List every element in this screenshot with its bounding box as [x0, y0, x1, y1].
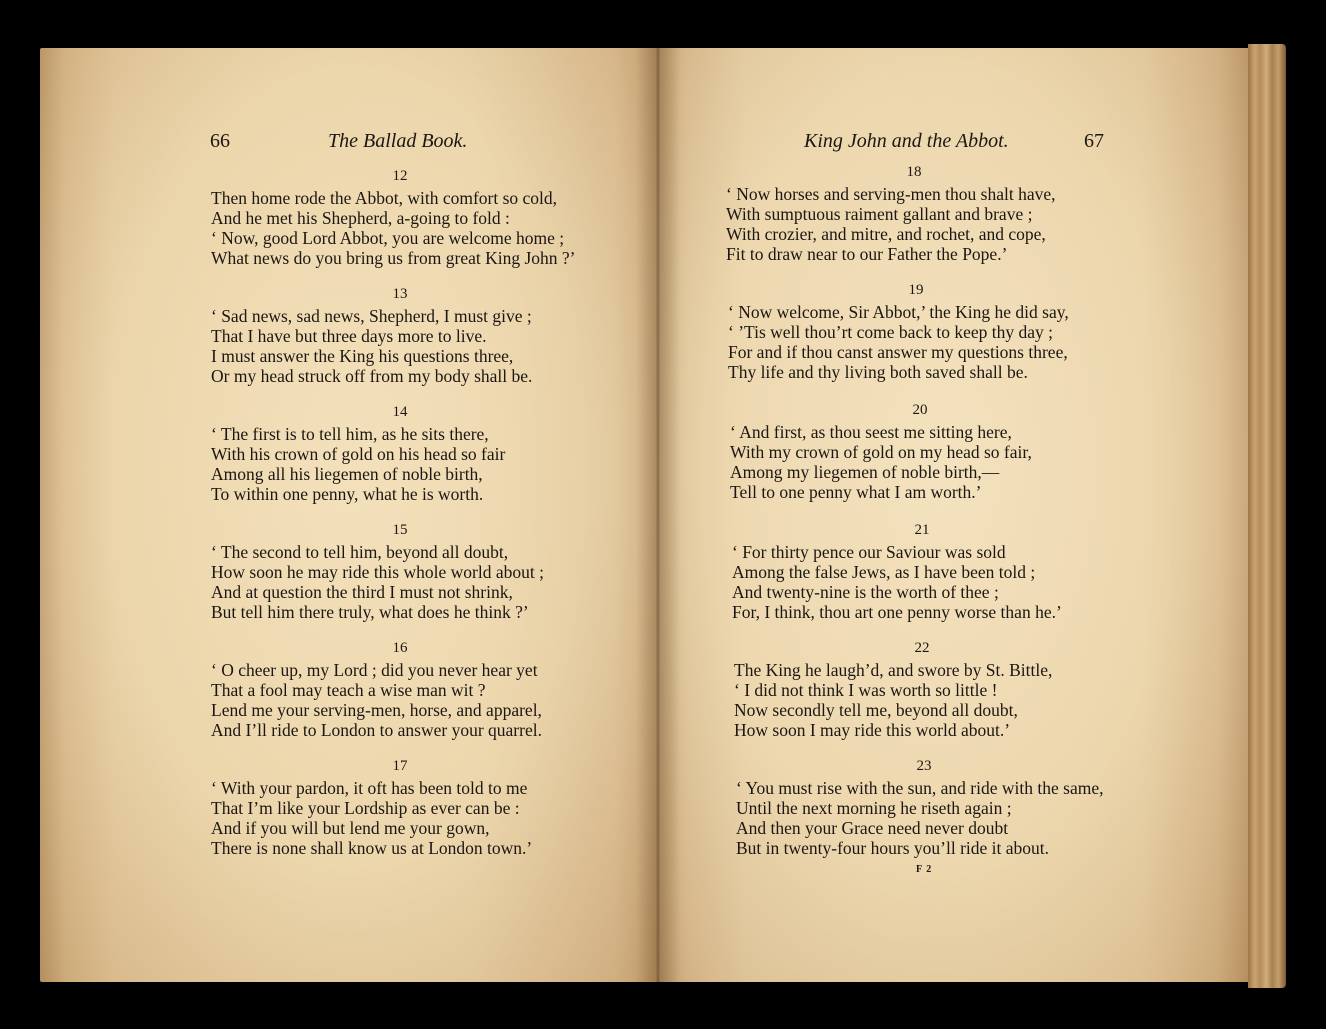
left-page-number: 66: [210, 130, 230, 152]
verse-line: ‘ ’Tis well thou’rt come back to keep thy day ;: [728, 322, 1053, 342]
verse-line: Fit to draw near to our Father the Pope.’: [726, 244, 1008, 264]
verse-line: ‘ I did not think I was worth so little !: [734, 680, 998, 700]
verse-line: ‘ With your pardon, it oft has been told to me: [211, 778, 528, 798]
stanza-number: 21: [914, 522, 930, 538]
verse-line: With crozier, and mitre, and rochet, and cope,: [726, 224, 1046, 244]
verse-line: ‘ And first, as thou seest me sitting here,: [730, 422, 1012, 442]
verse-line: Now secondly tell me, beyond all doubt,: [734, 700, 1018, 720]
verse-line: Then home rode the Abbot, with comfort so cold,: [211, 188, 558, 208]
verse-line: With my crown of gold on my head so fair,: [730, 442, 1032, 462]
verse-line: ‘ For thirty pence our Saviour was sold: [732, 542, 1006, 562]
page-edges: [1248, 44, 1286, 988]
verse-line: Among my liegemen of noble birth,—: [730, 462, 1000, 482]
stanza-number: 14: [392, 404, 408, 420]
left-page: [40, 48, 658, 982]
left-running-title: The Ballad Book.: [328, 130, 468, 152]
signature-mark: F 2: [916, 864, 933, 875]
verse-line: But tell him there truly, what does he think ?’: [211, 602, 529, 622]
verse-line: With his crown of gold on his head so fair: [211, 444, 506, 464]
stanza-number: 19: [908, 282, 924, 298]
right-running-title: King John and the Abbot.: [804, 130, 1009, 152]
verse-line: The King he laugh’d, and swore by St. Bittle,: [734, 660, 1053, 680]
verse-line: ‘ Now horses and serving-men thou shalt have,: [726, 184, 1056, 204]
verse-line: For, I think, thou art one penny worse than he.’: [732, 602, 1062, 622]
verse-line: ‘ Sad news, sad news, Shepherd, I must give ;: [211, 306, 532, 326]
stanza-number: 16: [392, 640, 408, 656]
verse-line: ‘ O cheer up, my Lord ; did you never hear yet: [211, 660, 538, 680]
verse-line: That I have but three days more to live.: [211, 326, 487, 346]
stanza-number: 22: [914, 640, 930, 656]
verse-line: With sumptuous raiment gallant and brave ;: [726, 204, 1033, 224]
verse-line: Lend me your serving-men, horse, and apparel,: [211, 700, 542, 720]
verse-line: That I’m like your Lordship as ever can be :: [211, 798, 520, 818]
verse-line: Among the false Jews, as I have been told ;: [732, 562, 1036, 582]
verse-line: And he met his Shepherd, a-going to fold :: [211, 208, 510, 228]
verse-line: ‘ The second to tell him, beyond all doubt,: [211, 542, 509, 562]
verse-line: Tell to one penny what I am worth.’: [730, 482, 982, 502]
stanza-number: 15: [392, 522, 408, 538]
verse-line: Thy life and thy living both saved shall be.: [728, 362, 1028, 382]
verse-line: ‘ Now, good Lord Abbot, you are welcome home ;: [211, 228, 565, 248]
verse-line: Or my head struck off from my body shall be.: [211, 366, 533, 386]
right-page: [658, 48, 1248, 982]
verse-line: How soon he may ride this whole world about ;: [211, 562, 544, 582]
verse-line: To within one penny, what he is worth.: [211, 484, 484, 504]
right-page-number: 67: [1084, 130, 1104, 152]
stanza-number: 12: [392, 168, 408, 184]
stanza-number: 20: [912, 402, 928, 418]
verse-line: ‘ You must rise with the sun, and ride with the same,: [736, 778, 1104, 798]
stanza-number: 23: [916, 758, 932, 774]
verse-line: I must answer the King his questions three,: [211, 346, 514, 366]
verse-line: Until the next morning he riseth again ;: [736, 798, 1012, 818]
verse-line: What news do you bring us from great King John ?’: [211, 248, 576, 268]
verse-line: ‘ Now welcome, Sir Abbot,’ the King he did say,: [728, 302, 1069, 322]
verse-line: But in twenty-four hours you’ll ride it about.: [736, 838, 1050, 858]
verse-line: Among all his liegemen of noble birth,: [211, 464, 483, 484]
verse-line: And if you will but lend me your gown,: [211, 818, 490, 838]
verse-line: For and if thou canst answer my questions three,: [728, 342, 1068, 362]
verse-line: And at question the third I must not shrink,: [211, 582, 513, 602]
stanza-number: 13: [392, 286, 408, 302]
open-book: [40, 44, 1286, 988]
stanza-number: 18: [906, 164, 922, 180]
verse-line: How soon I may ride this world about.’: [734, 720, 1011, 740]
verse-line: And twenty-nine is the worth of thee ;: [732, 582, 999, 602]
verse-line: And I’ll ride to London to answer your quarrel.: [211, 720, 542, 740]
verse-line: That a fool may teach a wise man wit ?: [211, 680, 486, 700]
verse-line: ‘ The first is to tell him, as he sits there,: [211, 424, 489, 444]
verse-line: There is none shall know us at London town.’: [211, 838, 533, 858]
stanza-number: 17: [392, 758, 408, 774]
verse-line: And then your Grace need never doubt: [736, 818, 1009, 838]
